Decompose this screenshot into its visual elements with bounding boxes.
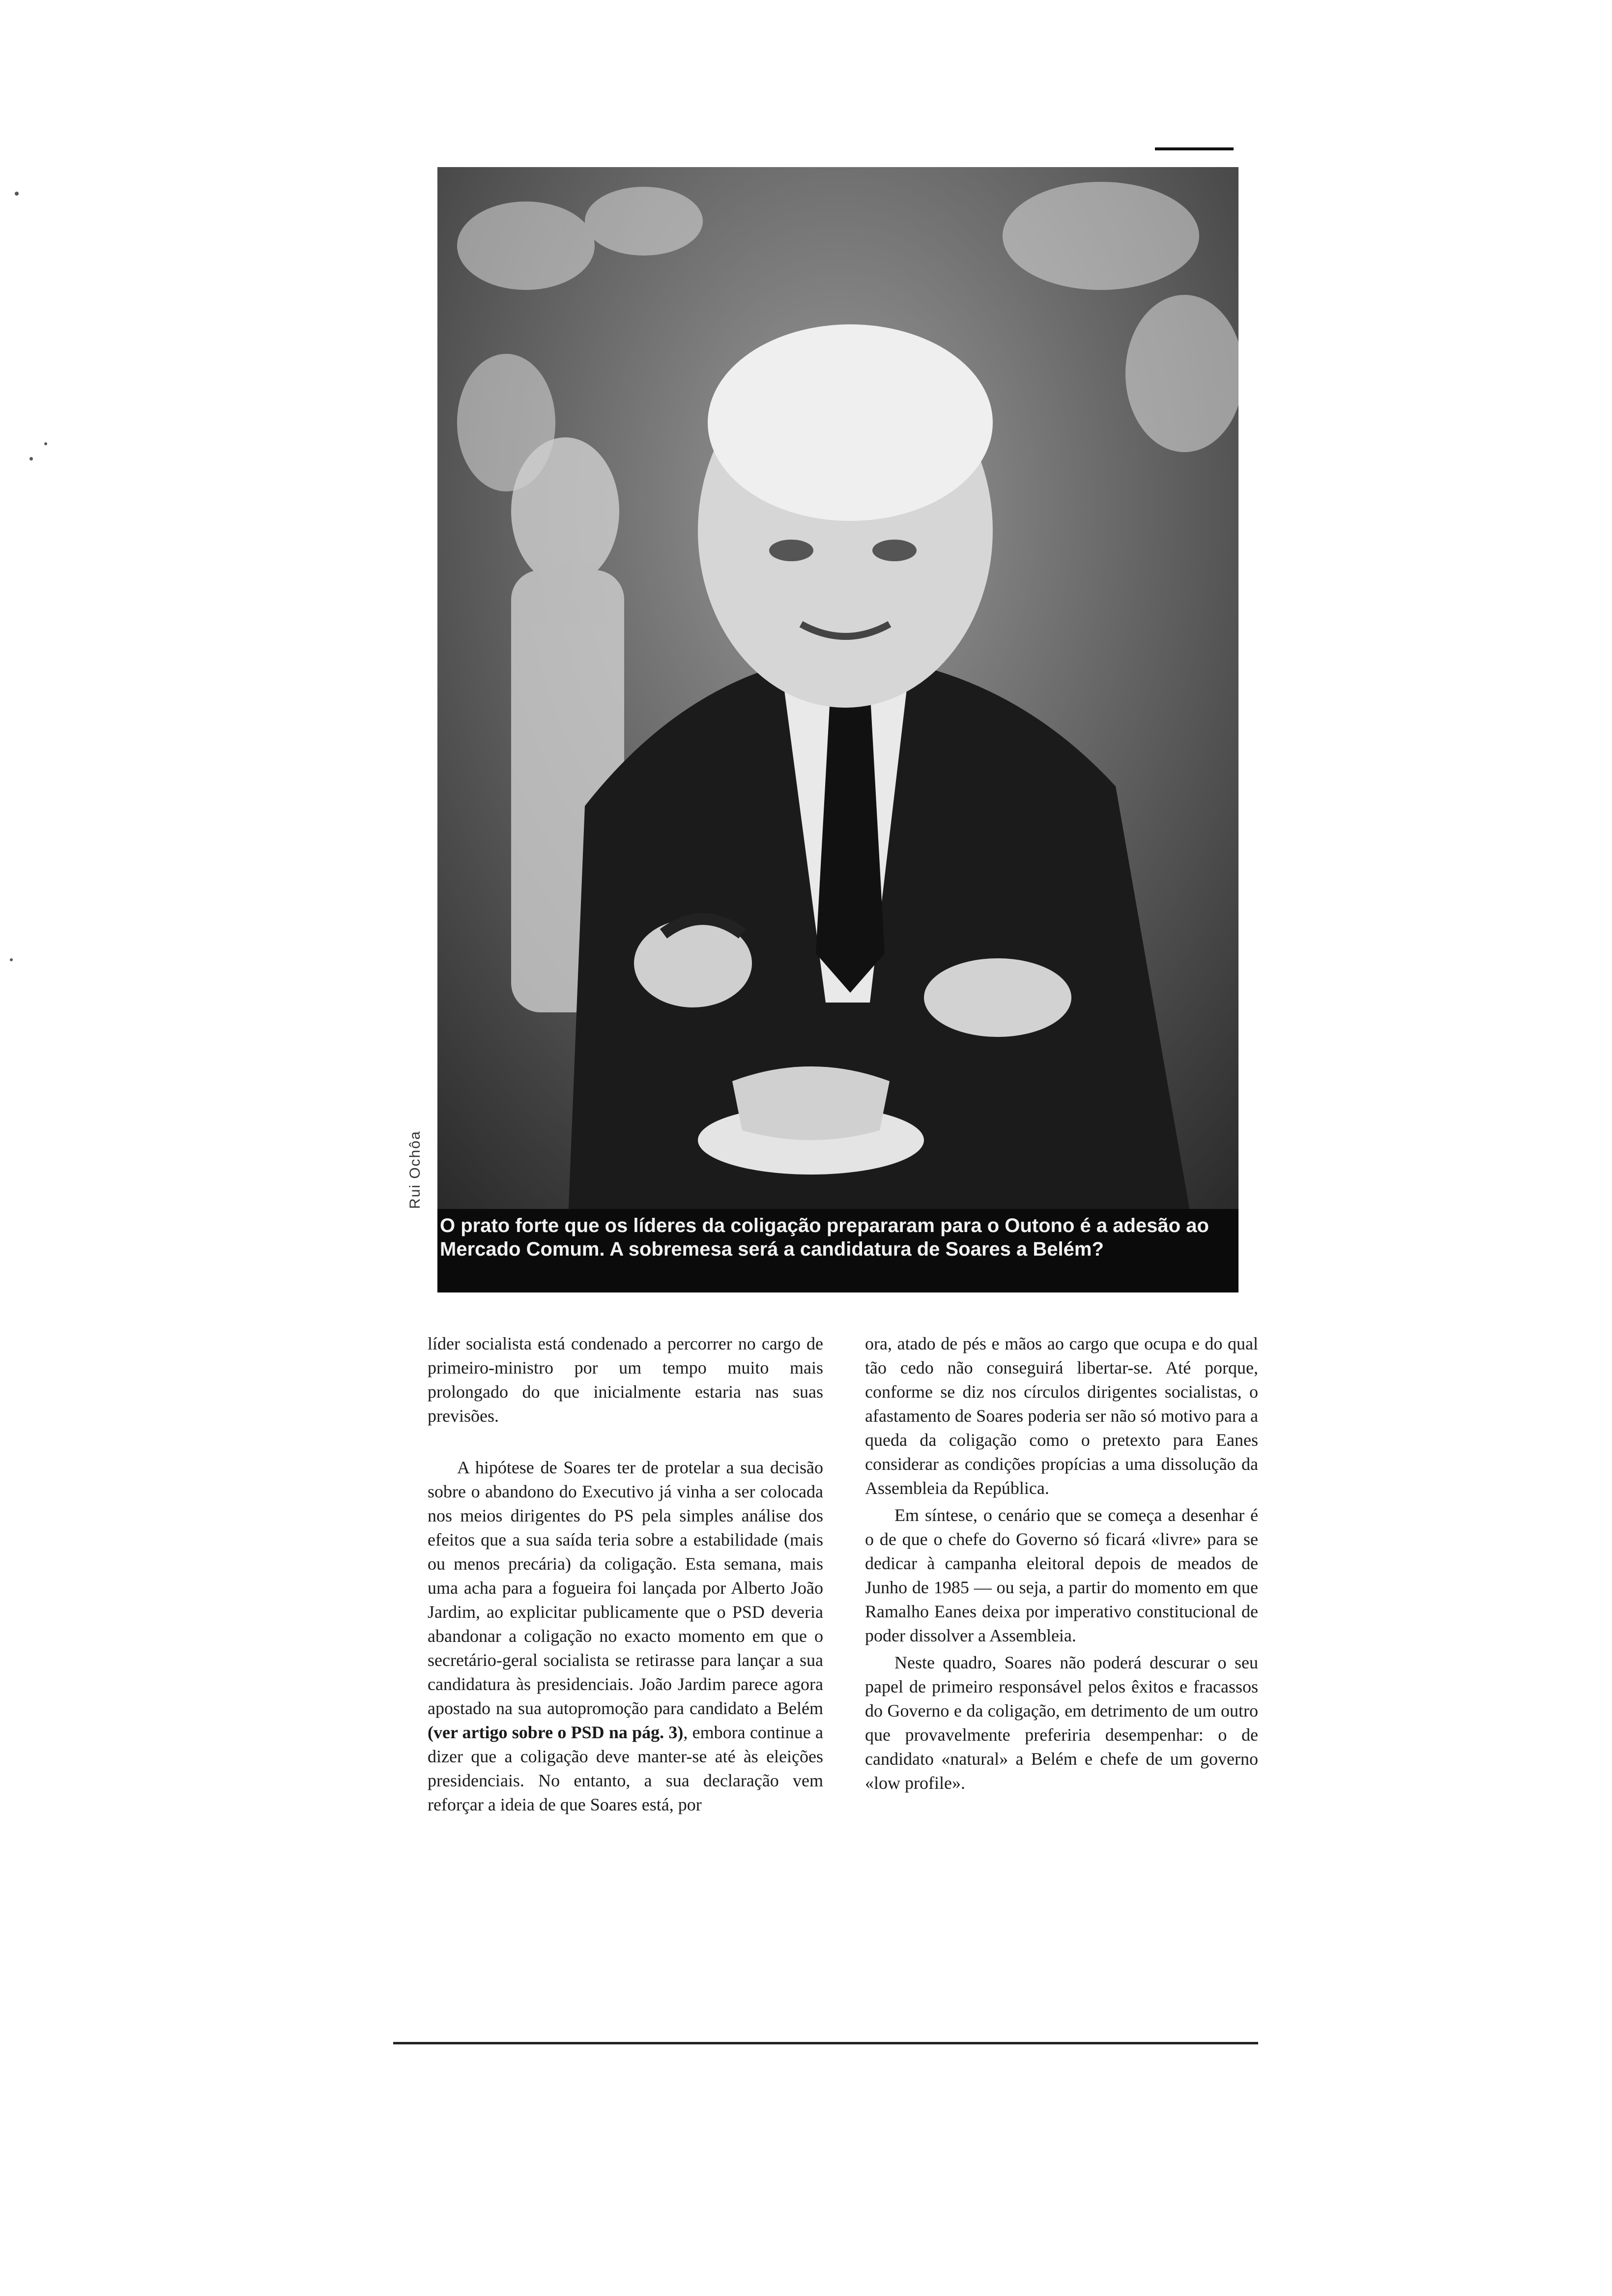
paragraph: ora, atado de pés e mãos ao cargo que ocupa e do qual tão cedo não conseguirá libertar-se. Até porque, conforme se diz nos círculos dirigentes socialistas, o afastamento de Soares poderia ser não só motivo para a queda da coligação como o pretexto para Eanes considerar as condições propícias a uma dissolução da Assembleia da República. (865, 1334, 1258, 1498)
news-photo (437, 167, 1238, 1292)
page-reference: (ver artigo sobre o PSD na pág. 3) (428, 1722, 684, 1742)
paragraph-text: , embora continue a dizer que a coligação deve manter-se até às eleições presidenciais. No entanto, a sua declaração vem reforçar a ideia de que Soares está, por (428, 1722, 823, 1814)
scan-speck (10, 958, 13, 961)
paragraph-text: A hipótese de Soares ter de protelar a sua decisão sobre o abandono do Executivo já vinha a ser colocada nos meios dirigentes do PS pela simples análise dos efeitos que a sua saída teria sobre a estabilidade (mais ou menos precária) da coligação. Esta semana, mais uma acha para a fogueira foi lançada por Alberto João Jardim, ao explicitar publicamente que o PSD deveria abandonar a coligação no exacto momento em que o secretário-geral socialista se retirasse para lançar a sua candidatura às presidenciais. João Jardim parece agora apostado na sua autopromoção para candidato a Belém (428, 1458, 823, 1718)
scan-speck (15, 192, 19, 196)
scan-speck (44, 442, 47, 445)
paragraph: líder socialista está condenado a percorrer no cargo de primeiro-ministro por um tempo muito mais prolongado do que inicialmente estaria nas suas previsões. (428, 1334, 823, 1426)
photo-caption: O prato forte que os líderes da coligação prepararam para o Outono é a adesão ao Mercado Comum. A sobremesa será a candidatura de Soares a Belém? (440, 1215, 1209, 1260)
paragraph (428, 1456, 823, 1817)
photo-credit: Rui Ochôa (407, 1130, 423, 1209)
paragraph: Em síntese, o cenário que se começa a desenhar é o de que o chefe do Governo só ficará «livre» para se dedicar à campanha eleitoral depois de meados de Junho de 1985 — ou seja, a partir do momento em que Ramalho Eanes deixa por imperativo constitucional de poder dissolver a Assembleia. (865, 1505, 1258, 1645)
scan-speck (29, 457, 33, 460)
photo-illustration (437, 167, 1238, 1292)
top-rule (1155, 147, 1234, 150)
article-column-left (428, 1332, 823, 2039)
paragraph: Neste quadro, Soares não poderá descurar o seu papel de primeiro responsável pelos êxitos e fracassos do Governo e da coligação, em detrimento de um outro que provavelmente preferiria desempenhar: o de candidato «natural» a Belém e chefe de um governo «low profile». (865, 1653, 1258, 1793)
article-column-right (865, 1332, 1258, 2039)
bottom-rule (393, 2042, 1258, 2044)
